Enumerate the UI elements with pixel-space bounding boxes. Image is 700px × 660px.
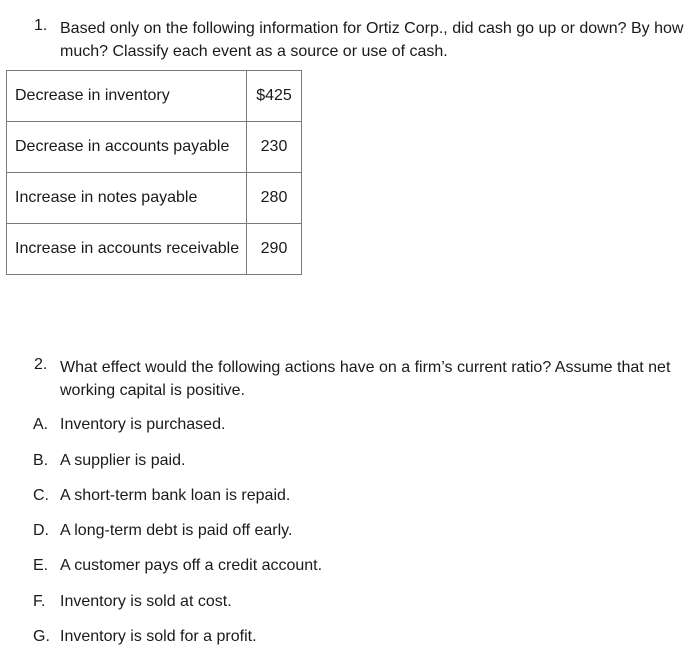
question-2-number: 2. — [34, 356, 48, 373]
list-item — [33, 522, 292, 542]
event-label: Decrease in inventory — [7, 71, 247, 122]
option-text: Inventory is sold for a profit. — [60, 628, 257, 645]
event-amount: 230 — [247, 122, 302, 173]
question-2-text: What effect would the following actions have on a firm’s current ratio? Assume that net working capital is positive. — [60, 359, 671, 399]
option-text: A customer pays off a credit account. — [60, 557, 323, 574]
option-letter: D. — [33, 522, 49, 539]
events-table — [6, 70, 302, 275]
list-item — [33, 593, 232, 613]
list-item — [33, 628, 257, 648]
option-text: A supplier is paid. — [60, 452, 186, 469]
table-row — [7, 71, 302, 122]
option-letter: G. — [33, 628, 50, 645]
event-label: Decrease in accounts payable — [7, 122, 247, 173]
option-text: Inventory is purchased. — [60, 416, 226, 433]
list-item — [33, 452, 185, 472]
option-text: Inventory is sold at cost. — [60, 593, 232, 610]
event-amount: $425 — [247, 71, 302, 122]
option-text: A long-term debt is paid off early. — [60, 522, 293, 539]
list-item — [33, 416, 225, 436]
question-1-text: Based only on the following information for Ortiz Corp., did cash go up or down? By how much? Classify each event as a source or use of cash. — [60, 20, 684, 60]
event-amount: 290 — [247, 224, 302, 275]
option-letter: E. — [33, 557, 49, 574]
event-label: Increase in accounts receivable — [7, 224, 247, 275]
table-row — [7, 122, 302, 173]
option-letter: C. — [33, 487, 49, 504]
option-letter: F. — [33, 593, 46, 610]
question-1-number: 1. — [34, 17, 48, 34]
option-letter: A. — [33, 416, 49, 433]
table-row — [7, 224, 302, 275]
option-text: A short-term bank loan is repaid. — [60, 487, 291, 504]
event-label: Increase in notes payable — [7, 173, 247, 224]
list-item — [33, 487, 290, 507]
option-letter: B. — [33, 452, 49, 469]
table-row — [7, 173, 302, 224]
list-item — [33, 557, 322, 577]
event-amount: 280 — [247, 173, 302, 224]
